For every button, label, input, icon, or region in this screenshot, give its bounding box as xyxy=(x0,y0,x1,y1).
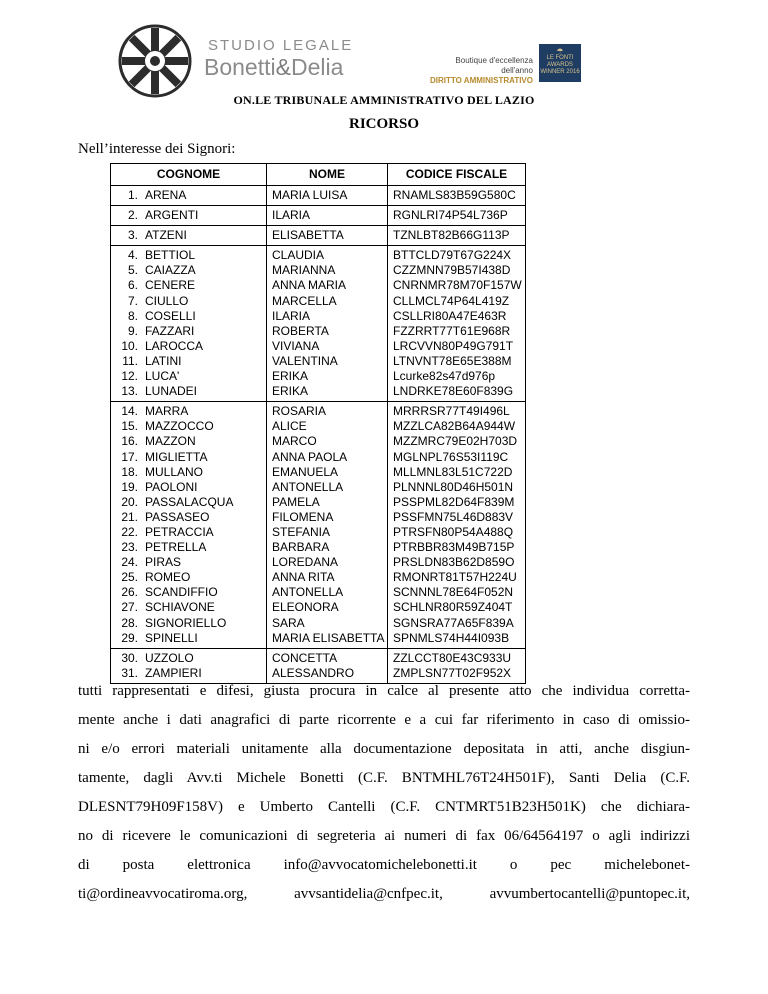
nome-text: SARA xyxy=(272,615,305,630)
nome-text: BARBARA xyxy=(272,540,330,555)
header-cognome: COGNOME xyxy=(111,164,267,186)
cognome-text: PIRAS xyxy=(145,555,182,570)
nome-text: ANNA MARIA xyxy=(272,278,347,293)
nome-text: ILARIA xyxy=(272,208,311,223)
cognome-entry xyxy=(116,616,266,631)
nome-text: MARCELLA xyxy=(272,293,337,308)
cognome-text: PETRACCIA xyxy=(145,524,214,539)
nome-text: ANTONELLA xyxy=(272,479,344,494)
codice-fiscale-text: LTNVNT78E65E388M xyxy=(393,353,512,368)
row-number: 27. xyxy=(121,600,138,615)
cognome-entry xyxy=(116,434,266,449)
row-number: 11. xyxy=(122,353,138,368)
nome-text: ERIKA xyxy=(272,369,309,384)
codice-fiscale-text: PTRBBR83M49B715P xyxy=(393,540,515,555)
cell-nome xyxy=(267,226,388,246)
row-number: 25. xyxy=(121,570,138,585)
codice-fiscale-text: MRRRSR77T49I496L xyxy=(393,404,510,419)
cognome-entry xyxy=(116,369,266,384)
cognome-text: LAROCCA xyxy=(145,338,204,353)
nome-text: ILARIA xyxy=(272,308,311,323)
cognome-text: FAZZARI xyxy=(145,323,195,338)
table-row xyxy=(111,206,526,226)
row-number: 26. xyxy=(121,585,138,600)
nome-text: ANTONELLA xyxy=(272,585,344,600)
cognome-entry xyxy=(116,354,266,369)
cell-cognome xyxy=(111,206,267,226)
nome-text: ALICE xyxy=(272,419,307,434)
codice-fiscale-text: RMONRT81T57H224U xyxy=(393,570,517,585)
body-line: DLESNT79H09F158V) e Umberto Cantelli (C.F. CNTMRT51B23H501K) che dichiara- xyxy=(78,799,690,815)
header-codice-fiscale: CODICE FISCALE xyxy=(388,164,526,186)
body-line: mente anche i dati anagrafici di parte ricorrente e a cui far riferimento in caso di omissio- xyxy=(78,712,690,728)
cognome-text: MAZZON xyxy=(145,434,196,449)
cognome-entry xyxy=(116,404,266,419)
nome-text: ANNA PAOLA xyxy=(272,449,348,464)
codice-fiscale-text: MZZLCA82B64A944W xyxy=(393,419,516,434)
cognome-text: CENERE xyxy=(145,278,196,293)
codice-fiscale-text: Lcurke82s47d976p xyxy=(393,369,496,384)
codice-fiscale-text: TZNLBT82B66G113P xyxy=(393,228,510,243)
cognome-text: ATZENI xyxy=(145,228,187,243)
firm-name-b: Delia xyxy=(290,54,344,80)
nome-text: ROSARIA xyxy=(272,404,327,419)
cognome-entry xyxy=(116,480,266,495)
row-number: 12. xyxy=(121,369,138,384)
row-number: 7. xyxy=(127,293,138,308)
award-badge xyxy=(539,44,581,82)
codice-fiscale-text: MLLMNL83L51C722D xyxy=(393,464,513,479)
table-row xyxy=(111,648,526,683)
nome-text: ALESSANDRO xyxy=(272,665,355,680)
cell-codice-fiscale xyxy=(388,246,526,402)
codice-fiscale-text: MZZMRC79E02H703D xyxy=(393,434,518,449)
row-number: 19. xyxy=(121,479,138,494)
table-row xyxy=(111,226,526,246)
cognome-entry xyxy=(116,248,266,263)
nome-text: VIVIANA xyxy=(272,338,320,353)
row-number: 15. xyxy=(121,419,138,434)
codice-fiscale-text: PSSPML82D64F839M xyxy=(393,494,515,509)
intro-text: Nell’interesse dei Signori: xyxy=(78,141,236,157)
cognome-entry xyxy=(116,651,266,666)
cell-codice-fiscale xyxy=(388,226,526,246)
row-number: 31. xyxy=(121,665,138,680)
cell-cognome xyxy=(111,186,267,206)
codice-fiscale-text: PSSFMN75L46D883V xyxy=(393,509,514,524)
cognome-text: ARGENTI xyxy=(145,208,199,223)
cognome-entry xyxy=(116,278,266,293)
cognome-text: LUCA' xyxy=(145,369,180,384)
cognome-text: PASSALACQUA xyxy=(145,494,234,509)
nome-text: FILOMENA xyxy=(272,509,334,524)
award-icon: ☂ xyxy=(556,47,564,56)
boutique-caption xyxy=(429,56,533,86)
cognome-entry xyxy=(116,600,266,615)
row-number: 6. xyxy=(127,278,138,293)
cognome-entry xyxy=(116,419,266,434)
nome-text: ANNA RITA xyxy=(272,570,335,585)
award-line-2: AWARDS xyxy=(547,62,573,68)
row-number: 28. xyxy=(121,615,138,630)
codice-fiscale-text: FZZRRT77T61E968R xyxy=(393,323,511,338)
cognome-text: UZZOLO xyxy=(145,650,194,665)
body-line: tutti rappresentati e difesi, giusta procura in calce al presente atto che individua corretta- xyxy=(78,683,690,699)
award-line-3: WINNER 2016 xyxy=(540,69,580,75)
row-number: 18. xyxy=(121,464,138,479)
cognome-text: MULLANO xyxy=(145,464,204,479)
cognome-entry xyxy=(116,585,266,600)
document-title: RICORSO xyxy=(348,116,419,132)
row-number: 3. xyxy=(127,228,138,243)
cognome-entry xyxy=(116,294,266,309)
nome-text: LOREDANA xyxy=(272,555,339,570)
codice-fiscale-text: SCNNNL78E64F052N xyxy=(393,585,514,600)
firm-amp: & xyxy=(275,54,291,80)
nome-text: PAMELA xyxy=(272,494,320,509)
cell-cognome xyxy=(111,226,267,246)
row-number: 22. xyxy=(121,524,138,539)
table-row xyxy=(111,186,526,206)
codice-fiscale-text: SGNSRA77A65F839A xyxy=(393,615,514,630)
row-number: 16. xyxy=(121,434,138,449)
table-body xyxy=(111,186,526,684)
cognome-entry xyxy=(116,208,266,223)
row-number: 8. xyxy=(127,308,138,323)
cognome-entry xyxy=(116,309,266,324)
row-number: 24. xyxy=(121,555,138,570)
cognome-entry xyxy=(116,188,266,203)
cognome-text: MIGLIETTA xyxy=(145,449,208,464)
cognome-entry xyxy=(116,228,266,243)
firm-name-a: Bonetti xyxy=(204,54,276,80)
cognome-text: COSELLI xyxy=(145,308,196,323)
cognome-text: PAOLONI xyxy=(145,479,198,494)
codice-fiscale-text: PLNNNL80D46H501N xyxy=(393,479,514,494)
nome-text: ERIKA xyxy=(272,384,309,399)
boutique-line-2: DIRITTO AMMINISTRATIVO xyxy=(430,76,533,85)
nome-text: ELEONORA xyxy=(272,600,339,615)
row-number: 5. xyxy=(127,263,138,278)
award-line-1: LE FONTI xyxy=(546,55,574,61)
cognome-text: SIGNORIELLO xyxy=(145,615,227,630)
row-number: 30. xyxy=(121,650,138,665)
cognome-text: CAIAZZA xyxy=(145,263,196,278)
nome-text: MARIANNA xyxy=(272,263,336,278)
header-nome: NOME xyxy=(267,164,388,186)
codice-fiscale-text: CNRNMR78M70F157W xyxy=(393,278,522,293)
codice-fiscale-text: PRSLDN83B62D859O xyxy=(393,555,515,570)
codice-fiscale-text: LRCVVN80P49G791T xyxy=(393,338,514,353)
row-number: 9. xyxy=(127,323,138,338)
cognome-text: MARRA xyxy=(145,404,189,419)
cognome-entry xyxy=(116,510,266,525)
nome-text: ELISABETTA xyxy=(272,228,344,243)
court-heading: ON.LE TRIBUNALE AMMINISTRATIVO DEL LAZIO xyxy=(233,93,535,107)
cell-nome xyxy=(267,246,388,402)
nome-text: MARIA LUISA xyxy=(272,188,348,202)
cognome-entry xyxy=(116,570,266,585)
nome-text: EMANUELA xyxy=(272,464,339,479)
cognome-entry xyxy=(116,450,266,465)
codice-fiscale-text: SPNMLS74H44I093B xyxy=(393,630,510,645)
cognome-entry xyxy=(116,540,266,555)
body-line: ti@ordineavvocatiroma.org, avvsantidelia@cnfpec.it, avvumbertocantelli@puntopec.it, xyxy=(78,886,690,902)
codice-fiscale-text: ZMPLSN77T02F952X xyxy=(393,665,512,680)
cognome-text: LATINI xyxy=(145,353,182,368)
cognome-entry xyxy=(116,555,266,570)
cognome-entry xyxy=(116,324,266,339)
cell-nome xyxy=(267,648,388,683)
codice-fiscale-text: SCHLNR80R59Z404T xyxy=(393,600,513,615)
cognome-entry xyxy=(116,495,266,510)
nome-text: STEFANIA xyxy=(272,524,331,539)
cognome-entry xyxy=(116,384,266,399)
nome-text: MARCO xyxy=(272,434,317,449)
nome-text: CONCETTA xyxy=(272,650,338,665)
body-paragraph xyxy=(78,681,690,913)
parties-table xyxy=(110,163,526,684)
cell-cognome xyxy=(111,402,267,649)
row-number: 29. xyxy=(121,630,138,645)
cell-nome xyxy=(267,206,388,226)
cognome-text: CIULLO xyxy=(145,293,189,308)
cognome-text: ARENA xyxy=(145,188,187,202)
row-number: 1. xyxy=(127,188,138,202)
codice-fiscale-text: RNAMLS83B59G580C xyxy=(393,188,516,202)
cell-codice-fiscale xyxy=(388,648,526,683)
cognome-text: PASSASEO xyxy=(145,509,210,524)
body-line: ni e/o errori materiali unitamente alla documentazione depositata in atti, anche disgiun- xyxy=(78,741,690,757)
body-line: tamente, dagli Avv.ti Michele Bonetti (C.F. BNTMHL76T24H501F), Santi Delia (C.F. xyxy=(78,770,690,786)
table-row xyxy=(111,402,526,649)
nome-text: CLAUDIA xyxy=(272,248,325,263)
row-number: 13. xyxy=(121,384,138,399)
cognome-text: MAZZOCCO xyxy=(145,419,214,434)
cell-cognome xyxy=(111,648,267,683)
cell-nome xyxy=(267,402,388,649)
cognome-text: SCANDIFFIO xyxy=(145,585,218,600)
codice-fiscale-text: RGNLRI74P54L736P xyxy=(393,208,508,223)
codice-fiscale-text: MGLNPL76S53I119C xyxy=(393,449,509,464)
codice-fiscale-text: CLLMCL74P64L419Z xyxy=(393,293,510,308)
nome-text: VALENTINA xyxy=(272,353,338,368)
cell-codice-fiscale xyxy=(388,206,526,226)
cognome-text: BETTIOL xyxy=(145,248,196,263)
codice-fiscale-text: ZZLCCT80E43C933U xyxy=(393,650,512,665)
firm-name xyxy=(204,54,343,81)
codice-fiscale-text: LNDRKE78E60F839G xyxy=(393,384,514,399)
cognome-entry xyxy=(116,465,266,480)
codice-fiscale-text: PTRSFN80P54A488Q xyxy=(393,524,514,539)
codice-fiscale-text: CSLLRI80A47E463R xyxy=(393,308,507,323)
row-number: 4. xyxy=(127,248,138,263)
cognome-text: SCHIAVONE xyxy=(145,600,215,615)
nome-text: MARIA ELISABETTA xyxy=(272,630,385,645)
cognome-text: LUNADEI xyxy=(145,384,198,399)
cognome-entry xyxy=(116,339,266,354)
firm-type: STUDIO LEGALE xyxy=(208,37,354,54)
row-number: 2. xyxy=(127,208,138,223)
cognome-entry xyxy=(116,263,266,278)
body-line: no di ricevere le comunicazioni di segreteria ai numeri di fax 06/64564197 o agli indirizzi xyxy=(78,828,690,844)
body-line: di posta elettronica info@avvocatomichelebonetti.it o pec michelebonet- xyxy=(78,857,690,873)
cognome-entry xyxy=(116,631,266,646)
firm-logo-icon xyxy=(118,24,192,98)
boutique-line-1: Boutique d'eccellenza dell'anno xyxy=(455,56,533,75)
table-row xyxy=(111,246,526,402)
cognome-entry xyxy=(116,666,266,681)
cognome-text: SPINELLI xyxy=(145,630,198,645)
row-number: 17. xyxy=(121,449,138,464)
row-number: 23. xyxy=(121,540,138,555)
table-header-row xyxy=(111,164,526,186)
cell-codice-fiscale xyxy=(388,186,526,206)
row-number: 10. xyxy=(121,338,138,353)
nome-text: ROBERTA xyxy=(272,323,329,338)
cell-nome xyxy=(267,186,388,206)
codice-fiscale-text: CZZMNN79B57I438D xyxy=(393,263,511,278)
cell-cognome xyxy=(111,246,267,402)
codice-fiscale-text: BTTCLD79T67G224X xyxy=(393,248,512,263)
row-number: 21. xyxy=(121,509,138,524)
cell-codice-fiscale xyxy=(388,402,526,649)
cognome-entry xyxy=(116,525,266,540)
cognome-text: PETRELLA xyxy=(145,540,207,555)
cognome-text: ZAMPIERI xyxy=(145,665,202,680)
row-number: 14. xyxy=(121,404,138,419)
cognome-text: ROMEO xyxy=(145,570,191,585)
row-number: 20. xyxy=(121,494,138,509)
